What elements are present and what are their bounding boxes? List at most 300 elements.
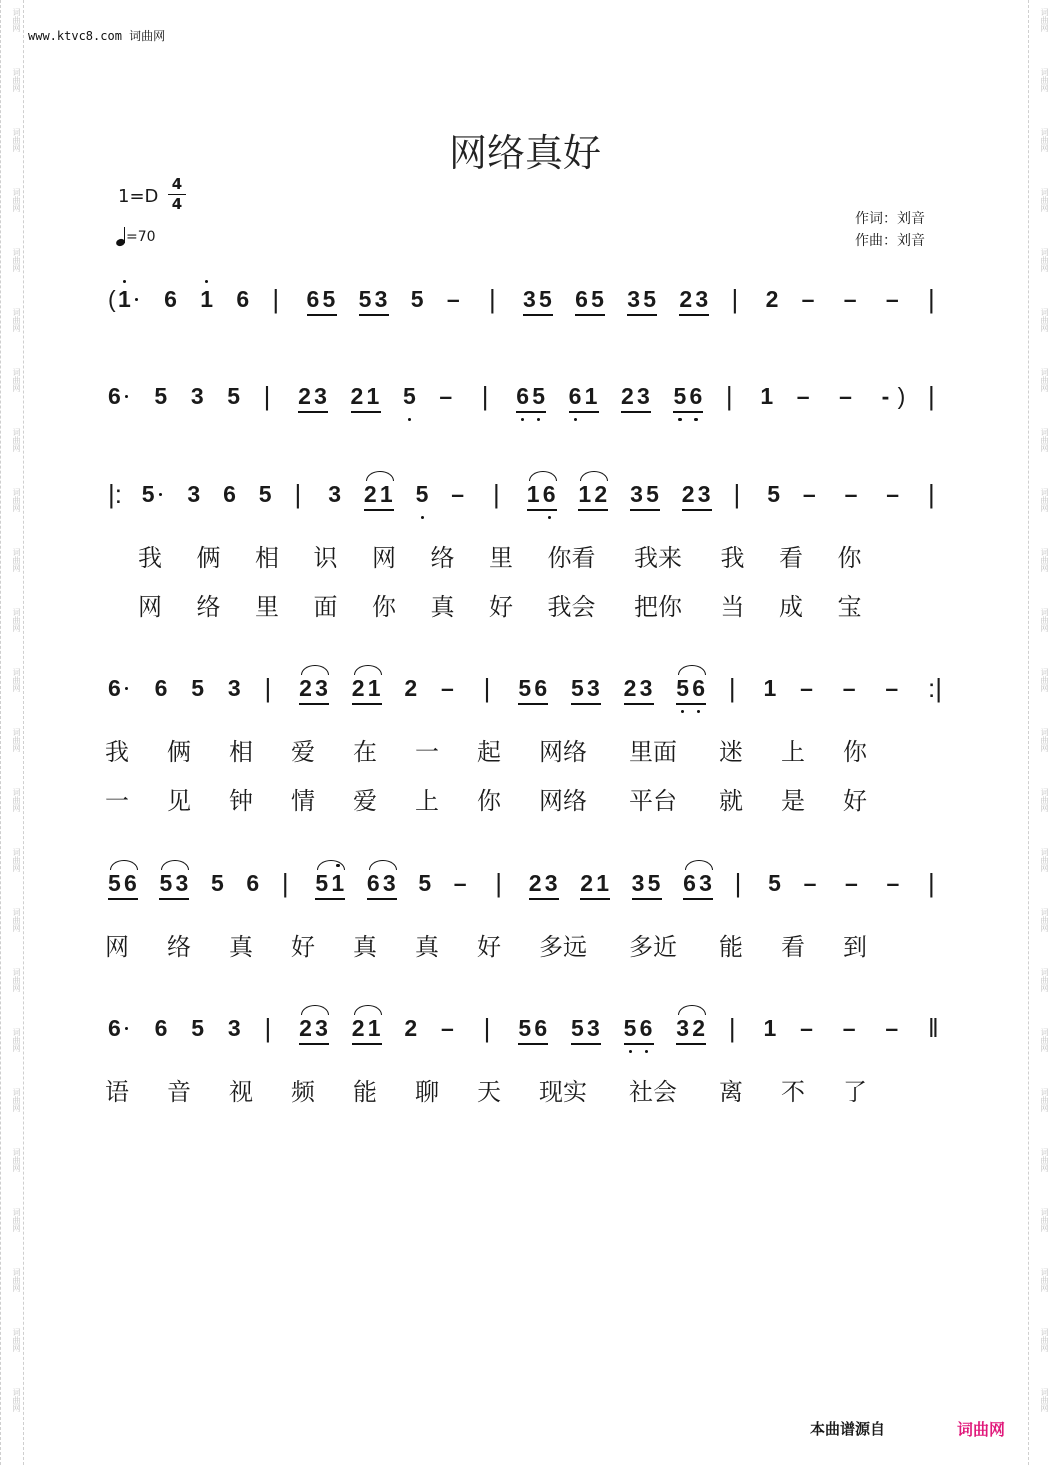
watermark-text: 词曲网 [1040, 368, 1049, 392]
lyric-word: 你 [837, 544, 862, 572]
beam-underline [518, 703, 548, 705]
dash: – [845, 870, 858, 896]
lyric-word: 能 [353, 1078, 377, 1106]
lyric-word: 迷 [719, 738, 743, 766]
dash: – [802, 481, 816, 507]
note: 5 [768, 870, 781, 896]
note: 5 [410, 286, 424, 312]
note: 5 [643, 286, 657, 312]
lyric-word: 爱 [291, 738, 315, 766]
lyric-word: 上 [415, 787, 439, 815]
lyric-word: 钟 [229, 787, 253, 815]
note: 2 [299, 1015, 312, 1041]
note: 1 [584, 383, 598, 409]
note: 3 [190, 383, 204, 409]
beam-underline [359, 314, 389, 316]
lyric-word: 不 [781, 1078, 805, 1106]
score-row [108, 480, 942, 520]
note: 6 [236, 286, 250, 312]
song-title: 网络真好 [448, 131, 601, 175]
watermark-text: 词曲网 [1040, 1328, 1049, 1352]
quarter-note-icon [116, 228, 126, 246]
beam-underline [683, 898, 713, 900]
slur [580, 471, 608, 481]
lyric-word: 在 [353, 738, 377, 766]
tempo-value: =70 [126, 229, 156, 245]
note: 3 [631, 870, 645, 896]
watermark-text: 词曲网 [1040, 428, 1049, 452]
note: 6 [246, 870, 260, 896]
barline: | [263, 381, 271, 411]
note: 2 [351, 1015, 365, 1041]
dash: – [885, 675, 899, 701]
score-row [108, 285, 942, 325]
watermark-text: 词曲网 [1040, 248, 1049, 272]
watermark-text: 词曲网 [12, 1388, 21, 1412]
note: 5 [518, 675, 532, 701]
lyric-word: 好 [291, 933, 315, 961]
beam-underline [569, 411, 599, 413]
watermark-text: 词曲网 [12, 848, 21, 872]
low-octave-dot [548, 516, 551, 519]
note: 3 [544, 870, 558, 896]
lyric-word: 能 [719, 933, 743, 961]
watermark-text: 词曲网 [1040, 968, 1049, 992]
note: 6 [223, 481, 236, 507]
note: 5 [227, 383, 241, 409]
slur [317, 860, 345, 870]
note: 5 [539, 286, 552, 312]
lyric-word: 我 [138, 544, 162, 572]
dash: – [843, 286, 857, 312]
site-url[interactable]: www.ktvc8.com 词曲网 [28, 29, 166, 43]
note: 5 [676, 675, 689, 701]
lyric-word: 就 [719, 787, 743, 815]
beam-underline [624, 703, 654, 705]
note: 1 [379, 481, 393, 507]
lyric-word: 我 [720, 544, 745, 572]
note: 6 [639, 1015, 653, 1041]
barline: | [728, 1013, 736, 1043]
note: 3 [315, 1015, 328, 1041]
beam-underline [352, 1043, 382, 1045]
beam-underline [307, 314, 337, 316]
low-octave-dot [697, 710, 700, 713]
note: 1 [763, 1015, 777, 1041]
lyric-word: 真 [353, 933, 377, 961]
note: 3 [676, 1015, 689, 1041]
beam-underline [632, 898, 662, 900]
watermark-text: 词曲网 [12, 1208, 21, 1232]
slur [301, 1005, 329, 1015]
barline: | [272, 284, 280, 314]
beam-underline [624, 1043, 654, 1045]
watermark-text: 词曲网 [1040, 728, 1049, 752]
low-octave-dot [645, 1050, 648, 1053]
beam-underline [298, 411, 328, 413]
beam-underline [630, 509, 660, 511]
beam-underline [621, 411, 651, 413]
lyric-word: 社会 [629, 1078, 677, 1106]
tempo-marking [116, 228, 156, 246]
watermark-text: 词曲网 [12, 68, 21, 92]
barline: | [264, 673, 272, 703]
note: 3 [314, 383, 327, 409]
dash: – [885, 286, 899, 312]
lyric-word: 天 [477, 1078, 501, 1106]
note: 3 [374, 286, 388, 312]
dash: – [842, 675, 856, 701]
low-octave-dot [521, 418, 524, 421]
score-row [108, 1014, 942, 1054]
note: 5 [532, 383, 545, 409]
note: 5 [402, 383, 416, 409]
note: 6 [568, 383, 582, 409]
lyricist: 作词：刘音 [855, 211, 925, 227]
footer-source-label: 本曲谱源自 [810, 1420, 886, 1438]
high-octave-dot [123, 280, 126, 283]
lyric-word: 真 [229, 933, 253, 961]
lyric-word: 好 [489, 593, 513, 621]
note: 6 [542, 481, 556, 507]
watermark-text: 词曲网 [12, 128, 21, 152]
lyric-word: 视 [229, 1078, 253, 1106]
watermark-text: 词曲网 [12, 1148, 21, 1172]
watermark-text: 词曲网 [1040, 788, 1049, 812]
watermark-text: 词曲网 [12, 368, 21, 392]
dash: – [441, 675, 454, 701]
note: 2 [363, 481, 377, 507]
beam-underline [351, 411, 381, 413]
note: 3 [697, 481, 711, 507]
lyric-word: 真 [430, 593, 455, 621]
low-octave-dot [421, 516, 424, 519]
high-octave-dot [205, 280, 208, 283]
watermark-text: 词曲网 [1040, 548, 1049, 572]
lyric-word: 看 [781, 933, 805, 961]
lyric-word: 平台 [629, 787, 677, 815]
time-signature-bottom: 4 [171, 195, 183, 213]
note: 3 [627, 286, 641, 312]
beam-underline [315, 898, 345, 900]
note: 2 [692, 1015, 705, 1041]
note: 3 [227, 675, 241, 701]
dash: – [441, 1015, 454, 1041]
dash: – [839, 383, 852, 409]
low-octave-dot [629, 1050, 632, 1053]
note: 1 [366, 383, 380, 409]
lyric-word: 里面 [629, 738, 677, 766]
dash: – [842, 1015, 856, 1041]
note: - [881, 383, 890, 409]
lyric-word: 多近 [629, 933, 677, 961]
beam-underline [673, 411, 703, 413]
barline: | [928, 284, 935, 314]
note: 1 [596, 870, 609, 896]
slur [354, 1005, 382, 1015]
lyric-word: 络 [430, 544, 455, 572]
lyric-word: 情 [291, 787, 315, 815]
composer: 作曲：刘音 [855, 233, 925, 249]
beam-underline [578, 509, 608, 511]
lyric-word: 真 [415, 933, 439, 961]
note: 2 [765, 286, 779, 312]
augmentation-dot [125, 687, 128, 690]
augmentation-dot [125, 1027, 128, 1030]
watermark-text: 词曲网 [1040, 8, 1049, 32]
dash: – [801, 286, 815, 312]
lyric-word: 相 [229, 738, 253, 766]
note: 1 [760, 383, 774, 409]
beam-underline [627, 314, 657, 316]
barline: | [483, 1013, 491, 1043]
lyric-word: 识 [313, 544, 338, 572]
dash: – [439, 383, 453, 409]
dash: – [803, 870, 817, 896]
score-row [108, 382, 942, 422]
slur [301, 665, 329, 675]
lyric-word: 面 [313, 593, 338, 621]
dash: – [451, 481, 465, 507]
note: 5 [322, 286, 336, 312]
watermark-text: 词曲网 [1040, 488, 1049, 512]
lyric-word: 了 [843, 1078, 867, 1106]
lyric-word: 成 [779, 593, 803, 621]
low-octave-dot [408, 418, 411, 421]
lyric-word: 相 [255, 544, 279, 572]
watermark-text: 词曲网 [1040, 848, 1049, 872]
watermark-text: 词曲网 [1040, 908, 1049, 932]
beam-underline [518, 1043, 548, 1045]
note: 6 [366, 870, 380, 896]
right-watermark-strip [1028, 0, 1050, 1465]
dash: – [800, 675, 813, 701]
lyric-word: 离 [719, 1078, 743, 1106]
footer-site-link[interactable]: 词曲网 [957, 1420, 1006, 1439]
watermark-text: 词曲网 [12, 908, 21, 932]
note: 3 [523, 286, 536, 312]
watermark-text: 词曲网 [1040, 1388, 1049, 1412]
beam-underline [682, 509, 712, 511]
lyric-word: 网 [138, 593, 162, 621]
note: 5 [358, 286, 372, 312]
note: 2 [299, 675, 312, 701]
note: 5 [570, 1015, 584, 1041]
beam-underline [676, 703, 706, 705]
note: 6 [154, 1015, 168, 1041]
watermark-text: 词曲网 [1040, 1028, 1049, 1052]
barline: | [264, 1013, 272, 1043]
dash: – [886, 870, 900, 896]
slur [161, 860, 189, 870]
lyric-word: 起 [477, 738, 501, 766]
note: 6 [689, 383, 703, 409]
lyric-word: 一 [105, 787, 129, 815]
left-watermark-strip [0, 0, 24, 1465]
lyric-word: 网 [372, 544, 396, 572]
watermark-text: 词曲网 [12, 488, 21, 512]
note: 2 [298, 383, 311, 409]
note: 6 [154, 675, 168, 701]
lyric-word: 我会 [547, 593, 596, 621]
note: 2 [621, 383, 634, 409]
lyric-word: 网 [105, 933, 129, 961]
beam-underline [523, 314, 553, 316]
note: 5 [258, 481, 272, 507]
note: 6 [683, 870, 696, 896]
slur [529, 471, 557, 481]
lyric-word: 络 [167, 933, 191, 961]
lyric-word: 聊 [415, 1078, 439, 1106]
beam-underline [571, 703, 601, 705]
note: 5 [154, 383, 168, 409]
watermark-text: 词曲网 [1040, 308, 1049, 332]
barline: | [495, 868, 503, 898]
barline: | [928, 381, 935, 411]
credits [855, 208, 925, 252]
note: 6 [534, 1015, 548, 1041]
note: 6 [692, 675, 705, 701]
lyric-word: 你 [843, 738, 867, 766]
barline: ‖ [928, 1013, 939, 1043]
note: 2 [350, 383, 364, 409]
watermark-text: 词曲网 [1040, 188, 1049, 212]
note: 1 [578, 481, 592, 507]
note: 3 [315, 675, 328, 701]
lyric-word: 到 [843, 933, 867, 961]
note: 5 [518, 1015, 532, 1041]
beam-underline [575, 314, 605, 316]
paren-open: ( [108, 286, 116, 312]
lyric-word: 络 [196, 593, 221, 621]
augmentation-dot [159, 493, 162, 496]
watermark-text: 词曲网 [12, 188, 21, 212]
watermark-text: 词曲网 [12, 308, 21, 332]
lyric-word: 里 [255, 593, 279, 621]
note: 5 [141, 481, 155, 507]
watermark-text: 词曲网 [1040, 1208, 1049, 1232]
low-octave-dot [574, 418, 577, 421]
barline: | [928, 868, 935, 898]
note: 3 [227, 1015, 241, 1041]
lyric-word: 见 [167, 787, 191, 815]
note: 2 [404, 1015, 418, 1041]
lyric-word: 一 [415, 738, 439, 766]
watermark-text: 词曲网 [1040, 128, 1049, 152]
note: 2 [679, 286, 693, 312]
watermark-text: 词曲网 [12, 428, 21, 452]
note: 5 [191, 675, 205, 701]
lyric-word: 网络 [539, 787, 587, 815]
barline: | [734, 868, 742, 898]
low-octave-dot [678, 418, 681, 421]
note: 6 [164, 286, 177, 312]
note: 3 [586, 1015, 600, 1041]
dash: – [800, 1015, 813, 1041]
barline: :| [928, 673, 942, 703]
beam-underline [527, 509, 557, 511]
dash: – [886, 481, 900, 507]
lyric-word: 宝 [837, 593, 862, 621]
watermark-text: 词曲网 [1040, 1268, 1049, 1292]
beam-underline [676, 1043, 706, 1045]
lyric-word: 把你 [634, 593, 682, 621]
beam-underline [108, 898, 138, 900]
lyric-word: 好 [477, 933, 501, 961]
slur [678, 1005, 706, 1015]
barline: | [728, 673, 736, 703]
time-signature [168, 176, 186, 213]
barline: | [725, 381, 733, 411]
note: 3 [328, 481, 341, 507]
key-signature: 1=D [118, 186, 159, 207]
lyric-word: 俩 [196, 544, 221, 572]
barline: | [731, 284, 739, 314]
dash: – [885, 1015, 899, 1041]
note: 3 [175, 870, 189, 896]
note: 5 [191, 1015, 205, 1041]
beam-underline [516, 411, 546, 413]
note: 5 [159, 870, 173, 896]
note: 1 [367, 1015, 381, 1041]
note: 3 [586, 675, 600, 701]
lyric-word: 上 [781, 738, 805, 766]
note: 6 [108, 383, 121, 409]
score-row [108, 674, 942, 714]
lyric-word: 当 [720, 593, 745, 621]
lyric-word: 多远 [539, 933, 587, 961]
note: 5 [647, 870, 661, 896]
note: 5 [623, 1015, 637, 1041]
note: 1 [118, 286, 131, 312]
lyric-word: 我 [105, 738, 129, 766]
slur [678, 665, 706, 675]
slur [354, 665, 382, 675]
note: 5 [210, 870, 224, 896]
barline: |: [108, 479, 122, 509]
dash: – [446, 286, 460, 312]
note: 2 [528, 870, 542, 896]
lyric-word: 你 [372, 593, 396, 621]
beam-underline [580, 898, 610, 900]
note: 3 [187, 481, 201, 507]
beam-underline [529, 898, 559, 900]
low-octave-dot [537, 418, 540, 421]
dash: – [844, 481, 858, 507]
note: 5 [591, 286, 604, 312]
time-signature-top: 4 [171, 175, 183, 193]
watermark-text: 词曲网 [12, 248, 21, 272]
note: 5 [646, 481, 659, 507]
lyric-word: 你看 [547, 544, 596, 572]
beam-underline [299, 703, 329, 705]
beam-underline [679, 314, 709, 316]
lyric-word: 音 [167, 1078, 191, 1106]
low-octave-dot [681, 710, 684, 713]
slur [369, 860, 397, 870]
slur [110, 860, 138, 870]
watermark-text: 词曲网 [12, 968, 21, 992]
watermark-text: 词曲网 [12, 1268, 21, 1292]
note: 1 [331, 870, 345, 896]
note: 6 [534, 675, 548, 701]
watermark-text: 词曲网 [12, 1028, 21, 1052]
note: 3 [630, 481, 643, 507]
note: 2 [594, 481, 608, 507]
barline: | [481, 381, 489, 411]
beam-underline [299, 1043, 329, 1045]
augmentation-dot [125, 395, 128, 398]
